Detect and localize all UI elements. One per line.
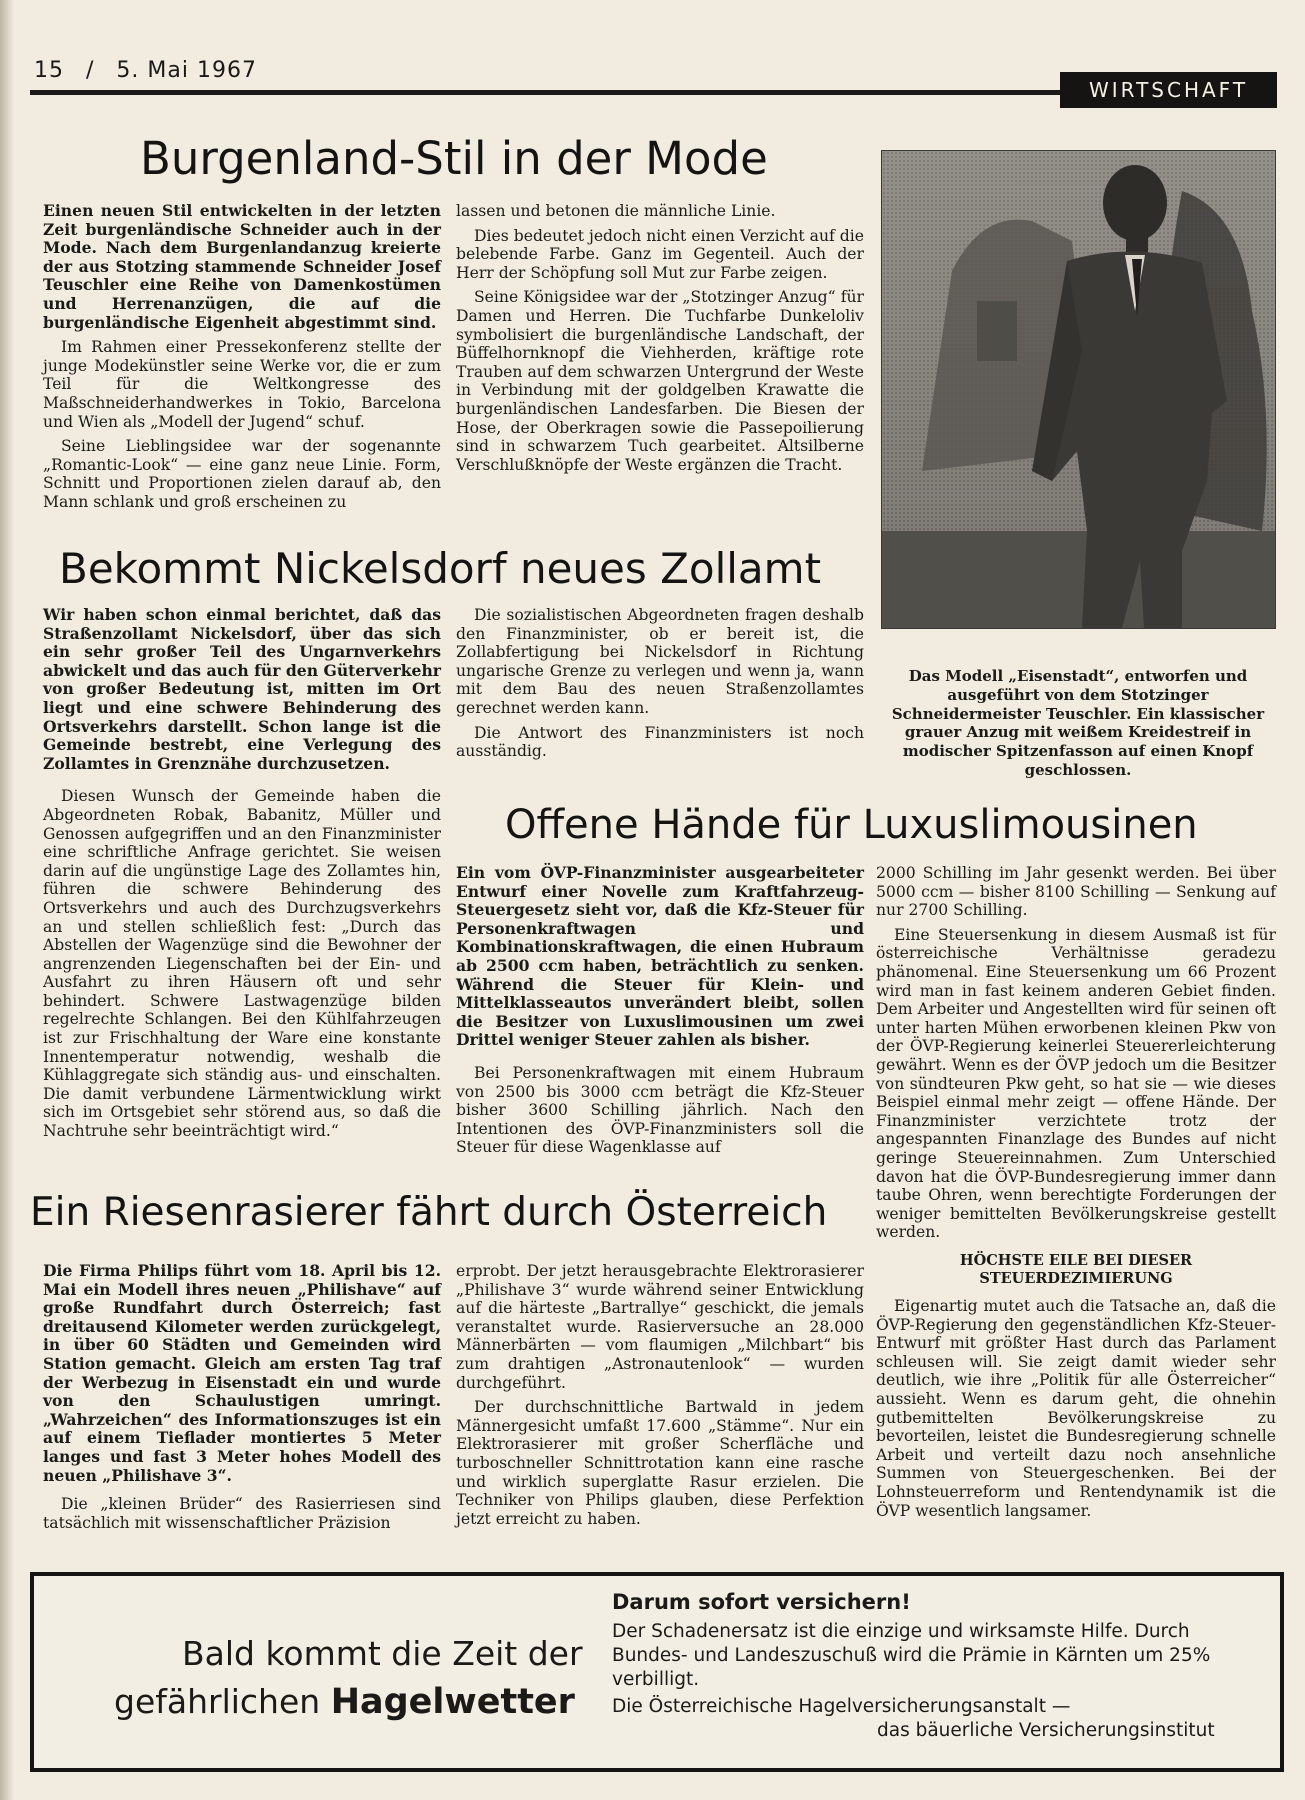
article1-paragraph: Seine Königsidee war der „Stotzinger Anzug“ für Damen und Herren. Die Tuchfarbe Dunkeloliv symbolisiert die burgenländische Landschaft, der Büffelhornknopf die Viehherden, kräftige rote Trauben auf dem schwarzen Untergrund der Weste in Verbindung mit der goldgelben Krawatte die burgenländischen Landesfarben. Die Biesen der Hose, der Oberkragen sowie die Passepoilierung sind in schwarzem Tuch gearbeitet. Altsilberne Verschlußknöpfe der Weste ergänzen die Tracht. — [456, 288, 864, 474]
photo-model-eisenstadt — [881, 150, 1276, 629]
article3-paragraph: Eine Steuersenkung in diesem Ausmaß ist für österreichische Verhältnisse geradezu phänomenal. Eine Steuersenkung um 66 Prozent wird man in fast keinem anderen Gebiet finden. Dem Arbeiter und Angestellten wird für seinen oft unter harten Mühen erworbenen kleinen Pkw von der ÖVP-Regierung keinerlei Steuererleichterung gewährt. Wenn es der ÖVP jedoch um die Besitzer von sündteuren Pkw geht, so hat sie — wie dieses Beispiel einmal mehr zeigt — offene Hände. Der Finanzminister verzichtete trotz der angespannten Finanzlage des Bundes auf nicht geringe Steuereinnahmen. Zum Unterschied davon hat die ÖVP-Bundesregierung immer dann taube Ohren, wenn berechtigte Forderungen der weniger bemittelten Bevölkerungskreise gestellt werden. — [876, 925, 1276, 1242]
article3-col2 — [876, 864, 1276, 1526]
page-info-separator: / — [86, 58, 95, 83]
article4-paragraph: Der durchschnittliche Bartwald in jedem Männergesicht umfaßt 17.600 „Stämme“. Nur ein Elektrorasierer mit großer Scherfläche und turboschneller Schnittrotation kann eine rasche und wirklich superglatte Rasur erzielen. Die Techniker von Philips glauben, diese Perfektion jetzt erreicht zu haben. — [456, 1398, 864, 1528]
headline-burgenland: Burgenland-Stil in der Mode — [140, 132, 768, 185]
article1-paragraph: Dies bedeutet jedoch nicht einen Verzicht auf die belebende Farbe. Ganz im Gegenteil. Auch der Herr der Schöpfung soll Mut zur Farbe zeigen. — [456, 226, 864, 282]
article4-paragraph: erprobt. Der jetzt herausgebrachte Elektrorasierer „Philishave 3“ wurde während seiner Entwicklung auf die härteste „Bartrallye“ geschickt, die jemals veranstaltet wurde. Rasierversuche an 28.000 Männerbärten — vom flaumigen „Milchbart“ bis zum drahtigen „Astronautenlook“ — wurden durchgeführt. — [456, 1262, 864, 1392]
ad-slogan-bold: Hagelwetter — [330, 1682, 575, 1722]
advertisement-hagelversicherung — [30, 1572, 1284, 1772]
photo-illustration — [882, 151, 1275, 628]
article1-col2 — [456, 202, 864, 480]
article3-subheading: HÖCHSTE EILE BEI DIESER STEUERDEZIMIERUNG — [959, 1251, 1193, 1288]
article1-paragraph: Im Rahmen einer Pressekonferenz stellte der junge Modekünstler seine Werke vor, die er zum Teil für die Weltkongresse des Maßschneiderhandwerkes in Tokio, Barcelona und Wien als „Modell der Jugend“ schuf. — [43, 338, 441, 431]
photo-caption: Das Modell „Eisenstadt“, entworfen und ausgeführt von dem Stotzinger Schneidermeister Teuschler. Ein klassischer grauer Anzug mit weißem Kreidestreif in modischer Spitzenfasson auf einen Knopf geschlossen. — [891, 667, 1265, 779]
article4-col2 — [456, 1262, 864, 1534]
ad-body: Der Schadenersatz ist die einzige und wirksamste Hilfe. Durch Bundes- und Landeszuschuß wird die Prämie in Kärnten um 25% verbilligt. — [612, 1621, 1211, 1690]
page-info — [34, 58, 257, 83]
ad-text — [612, 1590, 1252, 1743]
article1-col1 — [43, 202, 441, 518]
article1-paragraph: Seine Lieblingsidee war der sogenannte „Romantic-Look“ — eine ganz neue Linie. Form, Schnitt und Proportionen zielen darauf ab, den Mann schlank und groß erscheinen zu — [43, 437, 441, 511]
article2-col2 — [456, 606, 864, 767]
page-edge-shadow — [0, 0, 14, 1800]
article2-lead: Wir haben schon einmal berichtet, daß das Straßenzollamt Nickelsdorf, über das sich ein sehr großer Teil des Ungarnverkehrs abwickelt und das auch für den Güterverkehr von großer Bedeutung ist, mitten im Ort liegt und eine schwere Behinderung des Ortsverkehrs darstellt. Schon lange ist die Gemeinde bestrebt, eine Verlegung des Zollamtes in Grenznähe durchzusetzen. — [43, 605, 441, 773]
article4-col1 — [43, 1262, 441, 1538]
section-label: WIRTSCHAFT — [1060, 72, 1277, 108]
article1-lead: Einen neuen Stil entwickelten in der letzten Zeit burgenländische Schneider auch in der Mode. Nach dem Burgenlandanzug kreierte der aus Stotzing stammende Schneider Josef Teuschler eine Reihe von Damenkostümen und Herrenanzügen, die auf die burgenländische Eigenheit abgestimmt sind. — [43, 201, 441, 332]
ad-slogan-prefix: gefährlichen — [114, 1682, 321, 1721]
article4-paragraph: Die „kleinen Brüder“ des Rasierriesen sind tatsächlich mit wissenschaftlicher Präzision — [43, 1495, 441, 1532]
ad-heading: Darum sofort versichern! — [612, 1590, 911, 1614]
article2-paragraph: Die Antwort des Finanzministers ist noch ausständig. — [456, 723, 864, 761]
article3-paragraph: Bei Personenkraftwagen mit einem Hubraum von 2500 bis 3000 ccm beträgt die Kfz-Steuer bisher 3600 Schilling jährlich. Nach den Intentionen des ÖVP-Finanzministers soll die Steuer für diese Wagenklasse auf — [456, 1063, 864, 1157]
article1-paragraph: lassen und betonen die männliche Linie. — [456, 202, 776, 220]
ad-slogan-line1: Bald kommt die Zeit der — [182, 1634, 583, 1673]
ad-signature-line1: Die Österreichische Hagelversicherungsanstalt — — [612, 1696, 1071, 1717]
article3-col1 — [456, 864, 864, 1163]
ad-signature-line2: das bäuerliche Versicherungsinstitut — [877, 1720, 1215, 1741]
article4-lead: Die Firma Philips führt vom 18. April bis 12. Mai ein Modell ihres neuen „Philishave“ auf große Rundfahrt durch Österreich; fast dreitausend Kilometer werden zurückgelegt, in über 60 Städten und Gemeinden wird Station gemacht. Gleich am ersten Tag traf der Werbezug in Eisenstadt ein und wurde von den Schaulustigen umringt. „Wahrzeichen“ des Informationszuges ist ein auf einem Tieflader montiertes 5 Meter langes und fast 3 Meter hohes Modell des neuen „Philishave 3“. — [43, 1261, 441, 1485]
article2-col1 — [43, 606, 441, 1147]
article3-paragraph: Eigenartig mutet auch die Tatsache an, daß die ÖVP-Regierung den gegenständlichen Kfz-Steuer-Entwurf mit größter Hast durch das Parlament schleusen will. Sie zeigt damit wieder sehr deutlich, wie ihre „Politik für alle Österreicher“ aussieht. Wenn es darum geht, die ohnehin gutbemittelten Bevölkerungskreise zu bevorteilen, leistet die Bundesregierung schnelle Arbeit und verteilt dazu noch ansehnliche Summen von Steuergeschenken. Bei der Lohnsteuerreform und Rentendynamik ist die ÖVP wesentlich langsamer. — [876, 1297, 1276, 1520]
headline-luxuslimousinen: Offene Hände für Luxuslimousinen — [505, 802, 1198, 848]
article3-paragraph: 2000 Schilling im Jahr gesenkt werden. Bei über 5000 ccm — bisher 8100 Schilling — Senkung auf nur 2700 Schilling. — [876, 864, 1276, 920]
article2-paragraph: Die sozialistischen Abgeordneten fragen deshalb den Finanzminister, ob er bereit ist, die Zollabfertigung bei Nickelsdorf in Richtung ungarische Grenze zu verlegen und wenn ja, wann mit dem Bau des neuen Straßenzollamtes gerechnet werden kann. — [456, 606, 864, 717]
issue-date: 5. Mai 1967 — [116, 58, 257, 83]
header-rule — [30, 90, 1060, 95]
ad-slogan-line2 — [114, 1678, 634, 1726]
headline-riesenrasierer: Ein Riesenrasierer fährt durch Österreich — [30, 1190, 828, 1235]
page-number: 15 — [34, 58, 64, 83]
article2-paragraph: Diesen Wunsch der Gemeinde haben die Abgeordneten Robak, Babanitz, Müller und Genossen aufgegriffen und an den Finanzminister eine schriftliche Anfrage gerichtet. Sie weisen darin auf die ungünstige Lage des Zollamtes hin, führen die schwere Behinderung des Ortsverkehrs und auch des Durchzugsverkehrs an und stellen schließlich fest: „Durch das Abstellen der Wagenzüge sind die Bewohner der angrenzenden Liegenschaften bei der Ein- und Ausfahrt zu ihren Häusern oft und sehr behindert. Schwere Lastwagenzüge bilden regelrechte Schlangen. Bei den Kühlfahrzeugen ist zur Frischhaltung der Ware eine konstante Innentemperatur notwendig, weshalb die Kühlaggregate sich ständig aus- und einschalten. Die damit verbundene Lärmentwicklung wirkt sich im Ortsgebiet sehr störend aus, so daß die Nachtruhe sehr beeinträchtigt wird.“ — [43, 787, 441, 1141]
ad-slogan — [114, 1630, 634, 1726]
headline-nickelsdorf: Bekommt Nickelsdorf neues Zollamt — [59, 544, 822, 593]
article3-lead: Ein vom ÖVP-Finanzminister ausgearbeiteter Entwurf einer Novelle zum Kraftfahrzeug-Steuergesetz sieht vor, daß die Kfz-Steuer für Personenkraftwagen und Kombinationskraftwagen, die einen Hubraum ab 2500 ccm haben, beträchtlich zu senken. Während die Steuer für Klein- und Mittelklasseautos unverändert bleibt, sollen die Besitzer von Luxuslimousinen um zwei Drittel weniger Steuer zahlen als bisher. — [456, 863, 864, 1050]
